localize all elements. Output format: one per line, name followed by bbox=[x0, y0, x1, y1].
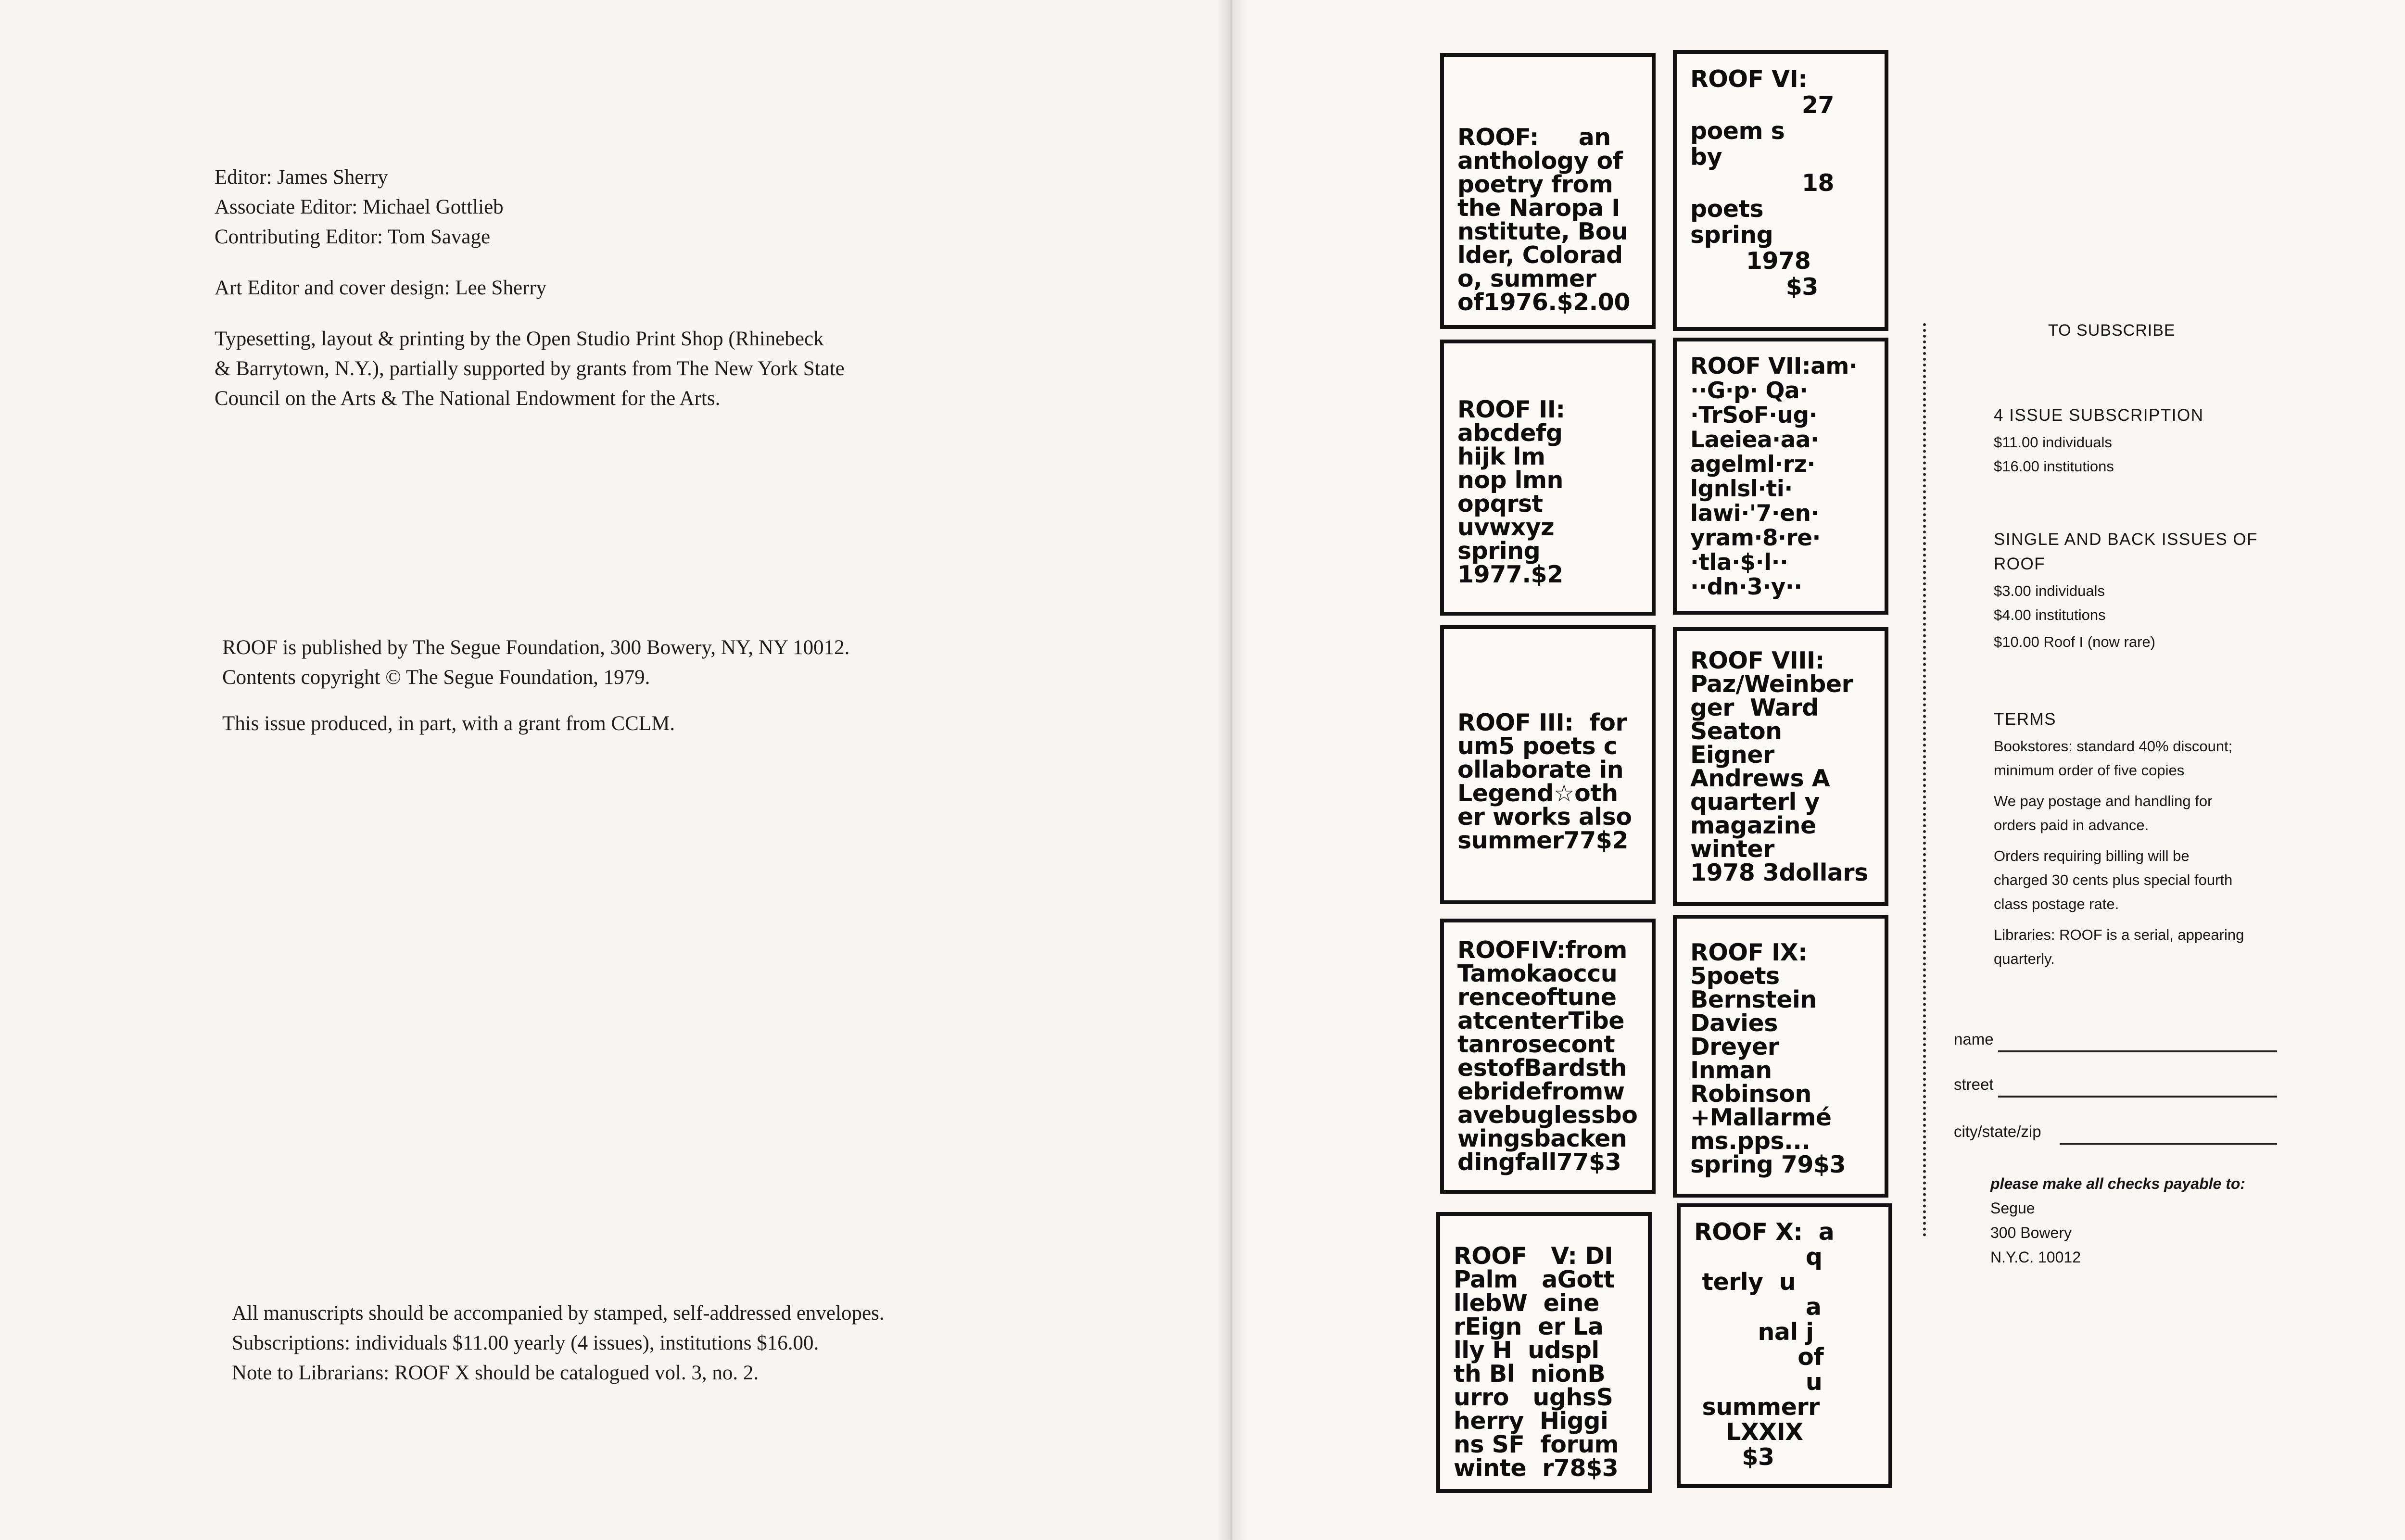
art-editor-line: Art Editor and cover design: Lee Sherry bbox=[215, 277, 547, 299]
single-price: $4.00 institutions bbox=[1994, 606, 2106, 623]
typesetting-line: Typesetting, layout & printing by the Open Studio Print Shop (Rhinebeck bbox=[215, 328, 824, 350]
cover-text: ROOF IX: 5poets Bernstein Davies Dreyer Inman Robinson +Mallarmé ms.pps... spring 79$3 bbox=[1690, 939, 1846, 1178]
city-state-zip-label: city/state/zip bbox=[1954, 1123, 2041, 1140]
terms-line: class postage rate. bbox=[1994, 896, 2119, 912]
cover-text: ROOF X: a q terly u a nal j of u summerr LXXIX $3 bbox=[1694, 1218, 1835, 1471]
grant-line: This issue produced, in part, with a grant from CCLM. bbox=[222, 712, 675, 735]
terms-line: Orders requiring billing will be bbox=[1994, 847, 2190, 864]
terms-line: quarterly. bbox=[1994, 950, 2055, 967]
cover-roof-10 bbox=[1677, 1203, 1892, 1488]
price-institutions: $16.00 institutions bbox=[1994, 458, 2114, 475]
four-issue-heading: 4 ISSUE SUBSCRIPTION bbox=[1994, 406, 2204, 425]
editors-block bbox=[215, 163, 845, 414]
typesetting-line: & Barrytown, N.Y.), partially supported by grants from The New York State bbox=[215, 357, 845, 380]
cover-roof-5 bbox=[1436, 1212, 1652, 1493]
terms-line: Bookstores: standard 40% discount; bbox=[1994, 738, 2233, 755]
terms-line: We pay postage and handling for bbox=[1994, 793, 2213, 809]
publisher-line: ROOF is published by The Segue Foundation, 300 Bowery, NY, NY 10012. bbox=[222, 636, 850, 659]
cover-roof-8 bbox=[1673, 627, 1888, 906]
editor-line: Editor: James Sherry bbox=[215, 166, 388, 189]
single-price: $3.00 individuals bbox=[1994, 582, 2105, 599]
librarians-note: Note to Librarians: ROOF X should be catalogued vol. 3, no. 2. bbox=[232, 1362, 759, 1384]
single-issue-block bbox=[1994, 527, 2292, 654]
subscriptions-note: Subscriptions: individuals $11.00 yearly (4 issues), institutions $16.00. bbox=[232, 1332, 819, 1354]
publisher-block bbox=[222, 633, 849, 739]
cover-text: ROOF V: DI Palm aGott llebW eine rEign er La lly H udspl th Bl nionB urro ughsS herry Higgi ns SF forum winte r78$3 bbox=[1454, 1242, 1619, 1482]
single-price: $10.00 Roof I (now rare) bbox=[1994, 633, 2156, 650]
dotted-cut-line bbox=[1923, 323, 1926, 1237]
city-state-zip-line bbox=[2060, 1143, 2277, 1145]
single-issue-heading: SINGLE AND BACK ISSUES OF bbox=[1994, 530, 2258, 549]
terms-line: charged 30 cents plus special fourth bbox=[1994, 871, 2233, 888]
associate-editor-line: Associate Editor: Michael Gottlieb bbox=[215, 196, 504, 218]
terms-paragraph bbox=[1994, 734, 2292, 783]
cover-roof-7 bbox=[1673, 338, 1888, 615]
terms-line: minimum order of five copies bbox=[1994, 762, 2185, 779]
gutter-shadow bbox=[1217, 0, 1246, 1540]
cover-text: ROOFIV:from Tamokaoccu renceoftune atcenterTibe tanrosecont estofBardsth ebridefromw avebuglessbo wingsbacken dingfall77$3 bbox=[1457, 936, 1638, 1176]
copyright-line: Contents copyright © The Segue Foundation, 1979. bbox=[222, 666, 650, 689]
cover-roof-4 bbox=[1440, 919, 1656, 1194]
terms-paragraph bbox=[1994, 844, 2292, 916]
notes-block bbox=[232, 1299, 885, 1388]
name-field[interactable] bbox=[1954, 1023, 2277, 1052]
city-state-zip-field[interactable] bbox=[1954, 1116, 2277, 1145]
cover-roof-2 bbox=[1440, 340, 1656, 616]
cover-text: ROOF VI: 27 poem s by 18 poets spring 1978 $3 bbox=[1690, 65, 1835, 301]
cover-text: ROOF VIII: Paz/Weinber ger Ward Seaton Eigner Andrews A quarterl y magazine winter 1978 3dollars bbox=[1690, 647, 1868, 886]
terms-heading: TERMS bbox=[1994, 710, 2056, 729]
terms-paragraph bbox=[1994, 789, 2292, 837]
terms-paragraph bbox=[1994, 923, 2292, 971]
cover-roof-9 bbox=[1673, 915, 1888, 1198]
cover-text: ROOF II: abcdefg hijk lm nop lmn opqrst uvwxyz spring 1977.$2 bbox=[1457, 396, 1565, 588]
name-line bbox=[1998, 1050, 2277, 1052]
contributing-editor-line: Contributing Editor: Tom Savage bbox=[215, 226, 491, 248]
cover-text: ROOF VII:am· ··G·p· Qa· ·TrSoF·ug· Laeiea·aa· agelml·rz· lgnlsl·ti· lawi·'7·en· yram·8·re· ·tla·$·l·· ··dn·3·y·· bbox=[1690, 353, 1858, 600]
name-label: name bbox=[1954, 1030, 1994, 1048]
payment-block bbox=[1990, 1172, 2245, 1270]
typesetting-line: Council on the Arts & The National Endowment for the Arts. bbox=[215, 387, 721, 410]
street-label: street bbox=[1954, 1075, 1994, 1093]
cover-roof-1 bbox=[1440, 53, 1656, 329]
terms-line: Libraries: ROOF is a serial, appearing bbox=[1994, 926, 2244, 943]
cover-roof-3 bbox=[1440, 625, 1656, 904]
single-issue-heading: ROOF bbox=[1994, 555, 2046, 573]
four-issue-block bbox=[1994, 403, 2292, 479]
cover-text: ROOF: an anthology of poetry from the Naropa I nstitute, Bou lder, Colorad o, summer of1976.$2.00 bbox=[1457, 124, 1630, 316]
cover-text: ROOF III: for um5 poets c ollaborate in Legend☆oth er works also summer77$2 bbox=[1457, 709, 1632, 854]
terms-block bbox=[1994, 707, 2292, 978]
price-individuals: $11.00 individuals bbox=[1994, 434, 2112, 451]
address-line: Segue bbox=[1990, 1199, 2035, 1217]
checks-payable-label: please make all checks payable to: bbox=[1990, 1175, 2246, 1192]
address-line: 300 Bowery bbox=[1990, 1224, 2072, 1241]
street-line bbox=[1998, 1096, 2277, 1098]
street-field[interactable] bbox=[1954, 1069, 2277, 1098]
cover-roof-6 bbox=[1673, 50, 1888, 331]
subscribe-title: TO SUBSCRIBE bbox=[2048, 321, 2176, 340]
manuscripts-note: All manuscripts should be accompanied by stamped, self-addressed envelopes. bbox=[232, 1302, 885, 1325]
terms-line: orders paid in advance. bbox=[1994, 817, 2149, 833]
address-line: N.Y.C. 10012 bbox=[1990, 1249, 2081, 1266]
